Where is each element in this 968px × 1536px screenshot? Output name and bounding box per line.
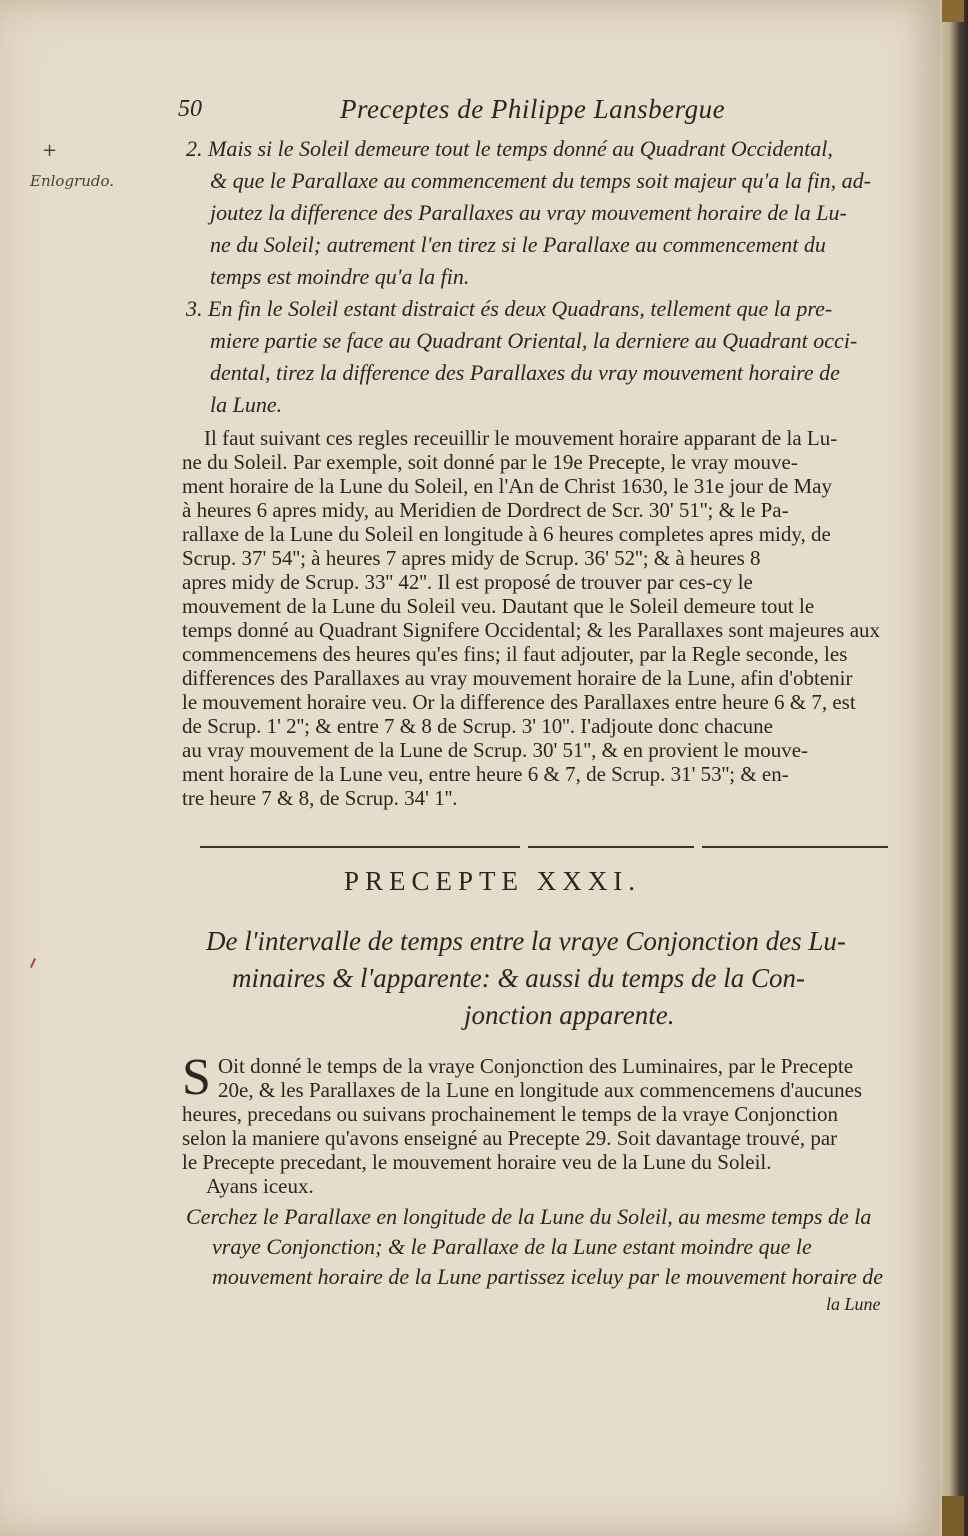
text-line: selon la maniere qu'avons enseigné au Precepte 29. Soit davantage trouvé, par [182, 1126, 838, 1150]
separator-rule-left [200, 846, 520, 848]
text-line: & que le Parallaxe au commencement du temps soit majeur qu'a la fin, ad- [210, 168, 871, 193]
binding-tab-top [942, 0, 964, 22]
text-line: à heures 6 apres midy, au Meridien de Dordrect de Scr. 30' 51''; & le Pa- [182, 498, 789, 522]
text-line: temps donné au Quadrant Signifere Occidental; & les Parallaxes sont majeures aux [182, 618, 881, 642]
text-line: Ayans iceux. [206, 1174, 314, 1198]
text-line: Scrup. 37' 54''; à heures 7 apres midy de Scrup. 36' 52''; & à heures 8 [182, 546, 761, 570]
text-line: joutez la difference des Parallaxes au vray mouvement horaire de la Lu- [210, 200, 847, 225]
running-title: Preceptes de Philippe Lansbergue [340, 94, 726, 124]
text-line: rallaxe de la Lune du Soleil en longitude à 6 heures completes apres midy, de [182, 522, 831, 546]
text-line: le Precepte precedant, le mouvement horaire veu de la Lune du Soleil. [182, 1150, 772, 1174]
page-edge [940, 0, 968, 1536]
separator-rule-right [702, 846, 888, 848]
text-line: ment horaire de la Lune veu, entre heure 6 & 7, de Scrup. 31' 53''; & en- [182, 762, 789, 786]
text-line: Il faut suivant ces regles receuillir le mouvement horaire apparant de la Lu- [204, 426, 838, 450]
catchword: la Lune [826, 1294, 881, 1314]
text-line: ment horaire de la Lune du Soleil, en l'An de Christ 1630, le 31e jour de May [182, 474, 832, 498]
precepte-heading: PRECEPTE XXXI. [344, 866, 642, 896]
subtitle-line: De l'intervalle de temps entre la vraye Conjonction des Lu- [206, 926, 846, 956]
drop-cap: S [182, 1049, 211, 1106]
subtitle-line: jonction apparente. [464, 1000, 675, 1030]
text-line: commencemens des heures qu'es fins; il faut adjouter, par la Regle seconde, les [182, 642, 848, 666]
text-line: mouvement horaire de la Lune partissez iceluy par le mouvement horaire de [212, 1264, 884, 1289]
text-line: mouvement de la Lune du Soleil veu. Dautant que le Soleil demeure tout le [182, 594, 815, 618]
text-line: tre heure 7 & 8, de Scrup. 34' 1''. [182, 786, 458, 810]
text-line: Cerchez le Parallaxe en longitude de la Lune du Soleil, au mesme temps de la [186, 1204, 872, 1229]
text-line: temps est moindre qu'a la fin. [210, 264, 470, 289]
text-line: ne du Soleil; autrement l'en tirez si le Parallaxe au commencement du [210, 232, 826, 257]
text-line: dental, tirez la difference des Parallaxes du vray mouvement horaire de [210, 360, 840, 385]
page-number: 50 [178, 96, 202, 122]
text-line: 2. Mais si le Soleil demeure tout le temps donné au Quadrant Occidental, [186, 136, 833, 161]
text-line: miere partie se face au Quadrant Oriental, la derniere au Quadrant occi- [210, 328, 858, 353]
margin-cross-mark: + [42, 140, 58, 161]
text-line: de Scrup. 1' 2''; & entre 7 & 8 de Scrup. 3' 10''. I'adjoute donc chacune [182, 714, 773, 738]
text-line: le mouvement horaire veu. Or la difference des Parallaxes entre heure 6 & 7, est [182, 690, 856, 714]
text-line: differences des Parallaxes au vray mouvement horaire de la Lune, afin d'obtenir [182, 666, 853, 690]
text-line: heures, precedans ou suivans prochainement le temps de la vraye Conjonction [182, 1102, 839, 1126]
text-line: apres midy de Scrup. 33'' 42''. Il est proposé de trouver par ces-cy le [182, 570, 753, 594]
text-line: au vray mouvement de la Lune de Scrup. 30' 51'', & en provient le mouve- [182, 738, 809, 762]
separator-rule-middle [528, 846, 694, 848]
text-line: 20e, & les Parallaxes de la Lune en longitude aux commencemens d'aucunes [218, 1078, 863, 1102]
text-line: ne du Soleil. Par exemple, soit donné par le 19e Precepte, le vray mouve- [182, 450, 798, 474]
margin-handwritten-note: Enlogrudo. [30, 172, 115, 190]
text-line: vraye Conjonction; & le Parallaxe de la Lune estant moindre que le [212, 1234, 812, 1259]
text-line: 3. En fin le Soleil estant distraict és deux Quadrans, tellement que la pre- [186, 296, 833, 321]
text-line: la Lune. [210, 392, 283, 417]
subtitle-line: minaires & l'apparente: & aussi du temps de la Con- [232, 963, 805, 993]
text-line: Oit donné le temps de la vraye Conjonction des Luminaires, par le Precepte [218, 1054, 854, 1078]
binding-tab-bottom [942, 1496, 964, 1536]
